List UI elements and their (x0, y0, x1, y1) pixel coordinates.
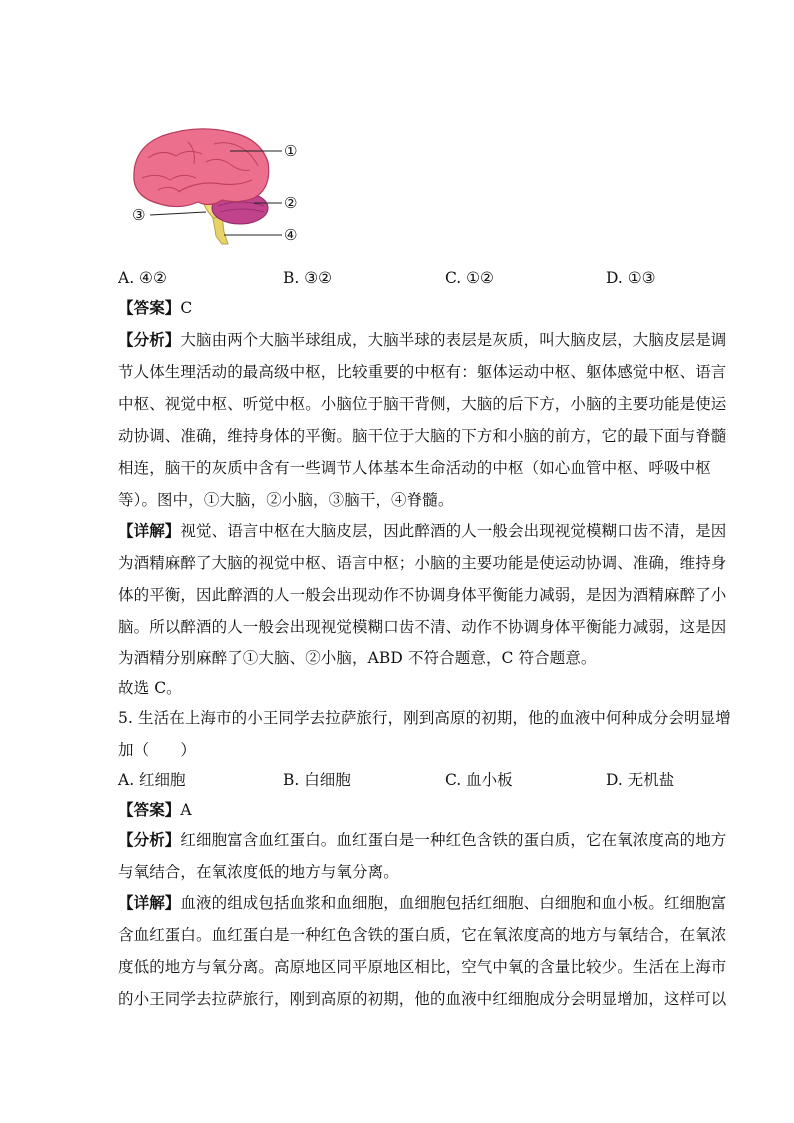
q4-analysis-line: 等）。图中，①大脑，②小脑，③脑干，④脊髓。 (118, 491, 454, 509)
detail-tag: 【详解】 (118, 521, 181, 540)
cerebrum-shape (134, 129, 269, 207)
q5-answer (118, 800, 678, 820)
q4-analysis-line: 【分析】大脑由两个大脑半球组成，大脑半球的表层是灰质，叫大脑皮层，大脑皮层是调 (118, 330, 727, 349)
q4-analysis-line: 动协调、准确，维持身体的平衡。脑干位于大脑的下方和小脑的前方，它的最下面与脊髓 (118, 427, 727, 445)
analysis-tag: 【分析】 (118, 830, 181, 849)
answer-text: C (180, 299, 193, 317)
q4-detail-line: 为酒精麻醉了大脑的视觉中枢、语言中枢；小脑的主要功能是使运动协调、准确，维持身 (118, 554, 727, 572)
q5-detail-line: 度低的地方与氧分离。高原地区同平原地区相比，空气中氧的含量比较少。生活在上海市 (118, 958, 727, 976)
q5-stem-line: 加（ ） (118, 741, 197, 759)
answer-text: A (180, 801, 192, 819)
q4-option-d: D. ①③ (606, 269, 656, 287)
q4-answer (118, 298, 678, 318)
q4-detail-line: 脑。所以醉酒的人一般会出现视觉模糊口齿不清、动作不协调身体平衡能力减弱，这是因 (118, 618, 727, 636)
answer-tag: 【答案】 (118, 298, 181, 317)
label-2: ② (284, 194, 298, 212)
brain-figure (118, 118, 318, 258)
q5-option-a: A. 红细胞 (118, 771, 186, 789)
q5-detail-line: 的小王同学去拉萨旅行，刚到高原的初期，他的血液中红细胞成分会明显增加，这样可以 (118, 990, 727, 1008)
q5-stem-line: 5. 生活在上海市的小王同学去拉萨旅行，刚到高原的初期，他的血液中何种成分会明显增 (118, 709, 731, 727)
analysis-tag: 【分析】 (118, 330, 181, 349)
q4-detail-line: 体的平衡，因此醉酒的人一般会出现动作不协调身体平衡能力减弱，是因为酒精麻醉了小 (118, 586, 727, 604)
label-1: ① (284, 142, 298, 160)
q4-analysis-line: 节人体生理活动的最高级中枢，比较重要的中枢有：躯体运动中枢、躯体感觉中枢、语言 (118, 363, 727, 381)
q5-analysis-line: 【分析】红细胞富含血红蛋白。血红蛋白是一种红色含铁的蛋白质，它在氧浓度高的地方 (118, 830, 727, 849)
q4-conclusion: 故选 C。 (118, 679, 182, 697)
q5-detail-line: 含血红蛋白。血红蛋白是一种红色含铁的蛋白质，它在氧浓度高的地方与氧结合，在氧浓 (118, 926, 727, 944)
q5-option-c: C. 血小板 (445, 771, 513, 789)
detail-tag: 【详解】 (118, 893, 181, 912)
q4-analysis-line: 中枢、视觉中枢、听觉中枢。小脑位于脑干背侧，大脑的后下方，小脑的主要功能是使运 (118, 395, 727, 413)
q4-detail-line: 为酒精分别麻醉了①大脑、②小脑，ABD 不符合题意，C 符合题意。 (118, 649, 597, 667)
q5-option-b: B. 白细胞 (283, 771, 351, 789)
q5-detail-line: 【详解】血液的组成包括血浆和血细胞，血细胞包括红细胞、白细胞和血小板。红细胞富 (118, 893, 727, 912)
label-4: ④ (284, 226, 298, 244)
q4-option-c: C. ①② (445, 269, 494, 287)
q4-option-b: B. ③② (283, 269, 333, 287)
label-3: ③ (132, 206, 146, 224)
answer-tag: 【答案】 (118, 800, 181, 819)
q4-analysis-line: 相连，脑干的灰质中含有一些调节人体基本生命活动的中枢（如心血管中枢、呼吸中枢 (118, 459, 711, 477)
q5-analysis-line: 与氧结合，在氧浓度低的地方与氧分离。 (118, 863, 399, 881)
q4-option-a: A. ④② (118, 269, 167, 287)
q4-detail-line: 【详解】视觉、语言中枢在大脑皮层，因此醉酒的人一般会出现视觉模糊口齿不清，是因 (118, 521, 727, 540)
q5-option-d: D. 无机盐 (606, 771, 675, 789)
